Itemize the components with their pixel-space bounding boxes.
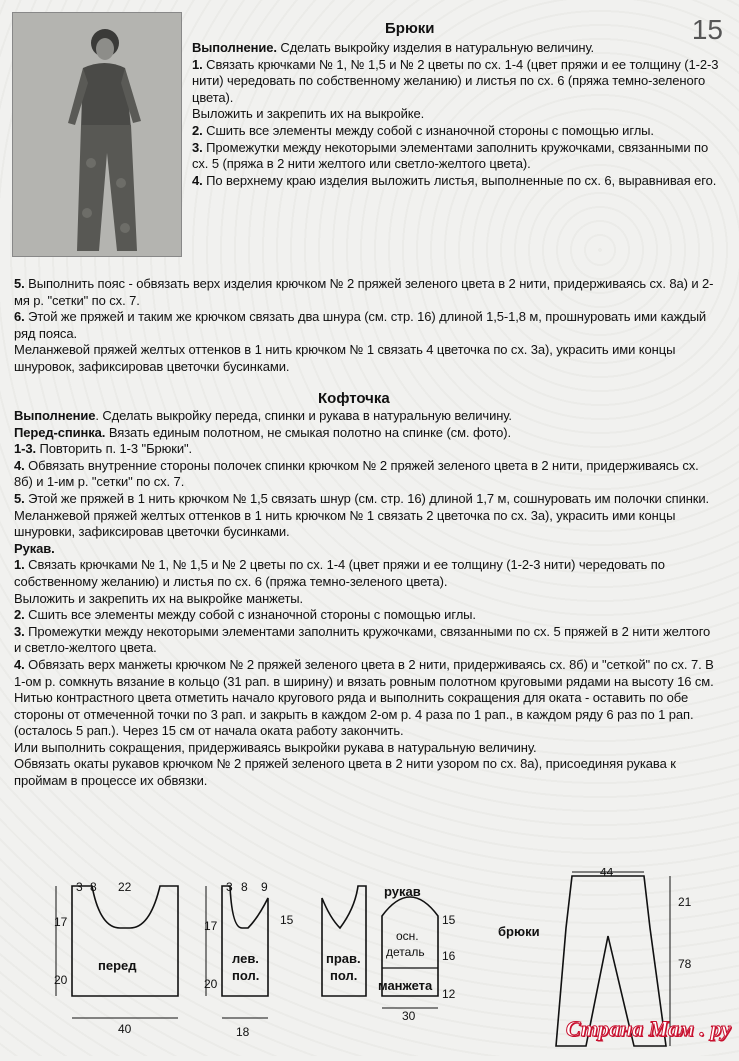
- front-left-bottom: 20: [54, 973, 68, 987]
- front-label: перед: [98, 958, 137, 973]
- trousers-step-4-text: По верхнему краю изделия выложить листья, выполненные по сх. 6, выравнивая его.: [202, 172, 717, 188]
- front-step-1-3-text: Повторить п. 1-3 "Брюки".: [36, 441, 193, 457]
- front-step-4-number: 4.: [14, 457, 25, 473]
- front-top-2: 8: [90, 880, 97, 894]
- left-shelf-bottom: 18: [236, 1025, 250, 1039]
- blouse-title: Кофточка: [318, 390, 390, 407]
- trousers-step-2-number: 2.: [192, 122, 203, 138]
- left-shelf-left-top: 17: [204, 919, 218, 933]
- pants-right-1: 21: [678, 895, 692, 909]
- sleeve-right-3: 12: [442, 987, 456, 1001]
- sleeve-step-2-number: 2.: [14, 607, 25, 623]
- left-shelf-top-2: 8: [241, 880, 248, 894]
- trousers-instructions-bottom: [14, 276, 720, 376]
- trousers-step-2-text: Сшить все элементы между собой с изнаночной стороны с помощью иглы.: [202, 122, 654, 138]
- sleeve-step-1-text: Связать крючками № 1, № 1,5 и № 2 цветы по сх. 1-4 (цвет пряжи и ее толщину (1-2-3 нити) чередовать по собственному желанию) и листья по сх. 6 (пряжа темно-зеленого цвета).: [14, 557, 665, 589]
- sleeve-step-3-text: Промежутки между некоторыми элементами заполнить кружочками, связанными по сх. 5 пряжей в 2 нити желтого и светло-желтого цвета.: [14, 623, 711, 656]
- blouse-instructions: [14, 408, 720, 790]
- trousers-title: Брюки: [385, 20, 435, 37]
- sleeve-right-1: 15: [442, 913, 456, 927]
- left-shelf-label-1: лев.: [232, 951, 259, 966]
- right-shelf-label-1: прав.: [326, 951, 361, 966]
- trousers-intro-label: Выполнение.: [192, 40, 277, 55]
- pants-right-2: 78: [678, 957, 692, 971]
- sleeve-bottom: 30: [402, 1009, 416, 1023]
- front-bottom: 40: [118, 1022, 132, 1036]
- site-watermark: Страна Мам . ру: [565, 1016, 731, 1041]
- trousers-step-6-number: 6.: [14, 309, 25, 325]
- front-step-4-text: Обвязать внутренние стороны полочек спинки крючком № 2 пряжей зеленого цвета в 2 нити, придерживаясь сх. 8б) и 1-им р. "сетки" по сх. 7.: [14, 457, 699, 490]
- front-step-5-number: 5.: [14, 490, 25, 506]
- page-number: 15: [691, 14, 723, 45]
- trousers-intro-text: Сделать выкройку изделия в натуральную величину.: [276, 40, 595, 55]
- sleeve-heading: Рукав.: [14, 540, 55, 556]
- model-photo: [12, 12, 182, 257]
- sleeve-step-7-text: Обвязать окаты рукавов крючком № 2 пряжей зеленого цвета в 2 нити узором по сх. 8а), присоединяя рукава к проймам в процессе их обвязки.: [14, 756, 676, 789]
- blouse-intro-text: . Сделать выкройку переда, спинки и рукава в натуральную величину.: [95, 408, 512, 423]
- trousers-step-1-number: 1.: [192, 56, 203, 72]
- trousers-step-1-text: Связать крючками № 1, № 1,5 и № 2 цветы по сх. 1-4 (цвет пряжи и ее толщину (1-2-3 нити) чередовать по собственному желанию) и листья по сх. 6 (пряжа темно-зеленого цвета).: [192, 56, 719, 105]
- sleeve-step-6-text: Или выполнить сокращения, придерживаясь выкройки рукава в натуральную величину.: [14, 739, 537, 755]
- blouse-intro-label: Выполнение: [14, 408, 96, 423]
- trousers-step-5-text: Выполнить пояс - обвязать верх изделия крючком № 2 пряжей зеленого цвета в 2 нити, придерживаясь сх. 8а) и 2-мя р. "сетки" по сх. 7.: [14, 276, 714, 308]
- sleeve-step-2-text: Сшить все элементы между собой с изнаночной стороны с помощью иглы.: [24, 607, 476, 623]
- sleeve-label-2: деталь: [386, 945, 425, 959]
- trousers-step-1b-text: Выложить и закрепить их на выкройке.: [192, 106, 425, 122]
- front-back-heading: Перед-спинка.: [14, 424, 106, 440]
- left-shelf-right: 15: [280, 913, 294, 927]
- sleeve-right-2: 16: [442, 949, 456, 963]
- trousers-step-7-text: Меланжевой пряжей желтых оттенков в 1 нить крючком № 1 связать 4 цветочка по сх. 3а), украсить ими концы шнуровок, зафиксировав цветочки бусинками.: [14, 342, 676, 374]
- left-shelf-label-2: пол.: [232, 968, 260, 983]
- front-top-1: 3: [76, 880, 83, 894]
- left-shelf-top-1: 3: [226, 880, 233, 894]
- front-step-5-text: Этой же пряжей в 1 нить крючком № 1,5 связать шнур (см. стр. 16) длиной 1,7 м, сошнуровать им полочки спинки. Меланжевой пряжей желтых оттенков в 1 нить крючком № 1 связать 2 цветочка по сх. 3а), украсить ими концы шнуровки, зафиксировав цветочки бусинками.: [14, 490, 710, 540]
- sleeve-label-1: осн.: [396, 929, 419, 943]
- trousers-step-6-text: Этой же пряжей и таким же крючком связать два шнура (см. стр. 16) длиной 1,5-1,8 м, прошнуровать ими каждый ряд пояса.: [14, 309, 707, 341]
- sleeve-title: рукав: [384, 884, 421, 899]
- trousers-instructions-top: [192, 40, 720, 189]
- right-shelf-label-2: пол.: [330, 968, 358, 983]
- sleeve-step-5-text: Нитью контрастного цвета отметить начало кругового ряда и выполнить сокращения для оката - оставить по обе стороны от отмеченной точки по 3 рап. и закрыть в каждом 2-ом р. 4 раза по 1 рап., в каждом ряду 6 раз по 1 рап. (осталось 5 рап.). Через 15 см от начала оката работу закончить.: [14, 690, 694, 739]
- front-left-top: 17: [54, 915, 68, 929]
- pants-top: 44: [600, 868, 614, 879]
- left-shelf-left-bottom: 20: [204, 977, 218, 991]
- trousers-step-3-number: 3.: [192, 139, 203, 155]
- sleeve-cuff-label: манжета: [378, 978, 433, 993]
- trousers-step-5-number: 5.: [14, 276, 25, 291]
- front-step-1-3-number: 1-3.: [14, 441, 37, 457]
- trousers-step-4-number: 4.: [192, 172, 203, 188]
- pants-label: брюки: [498, 924, 540, 939]
- model-photo-image: [13, 13, 181, 256]
- sleeve-step-1b-text: Выложить и закрепить их на выкройке манжеты.: [14, 590, 304, 606]
- sleeve-step-4-number: 4.: [14, 656, 25, 672]
- front-back-text: Вязать единым полотном, не смыкая полотно на спинке (см. фото).: [105, 424, 511, 440]
- left-shelf-top-3: 9: [261, 880, 268, 894]
- sleeve-step-1-number: 1.: [14, 557, 25, 573]
- sleeve-step-3-number: 3.: [14, 623, 25, 639]
- trousers-step-3-text: Промежутки между некоторыми элементами заполнить кружочками, связанными по сх. 5 (пряжа в 2 нити желтого или светло-желтого цвета).: [192, 139, 709, 172]
- sleeve-step-4-text: Обвязать верх манжеты крючком № 2 пряжей зеленого цвета в 2 нити, придерживаясь сх. 8б) и "сеткой" по сх. 7. В 1-ом р. сомкнуть вязание в кольцо (31 рап. в ширину) и вязать ровным полотном круговыми рядами на высоту 16 см.: [14, 656, 714, 689]
- front-top-3: 22: [118, 880, 132, 894]
